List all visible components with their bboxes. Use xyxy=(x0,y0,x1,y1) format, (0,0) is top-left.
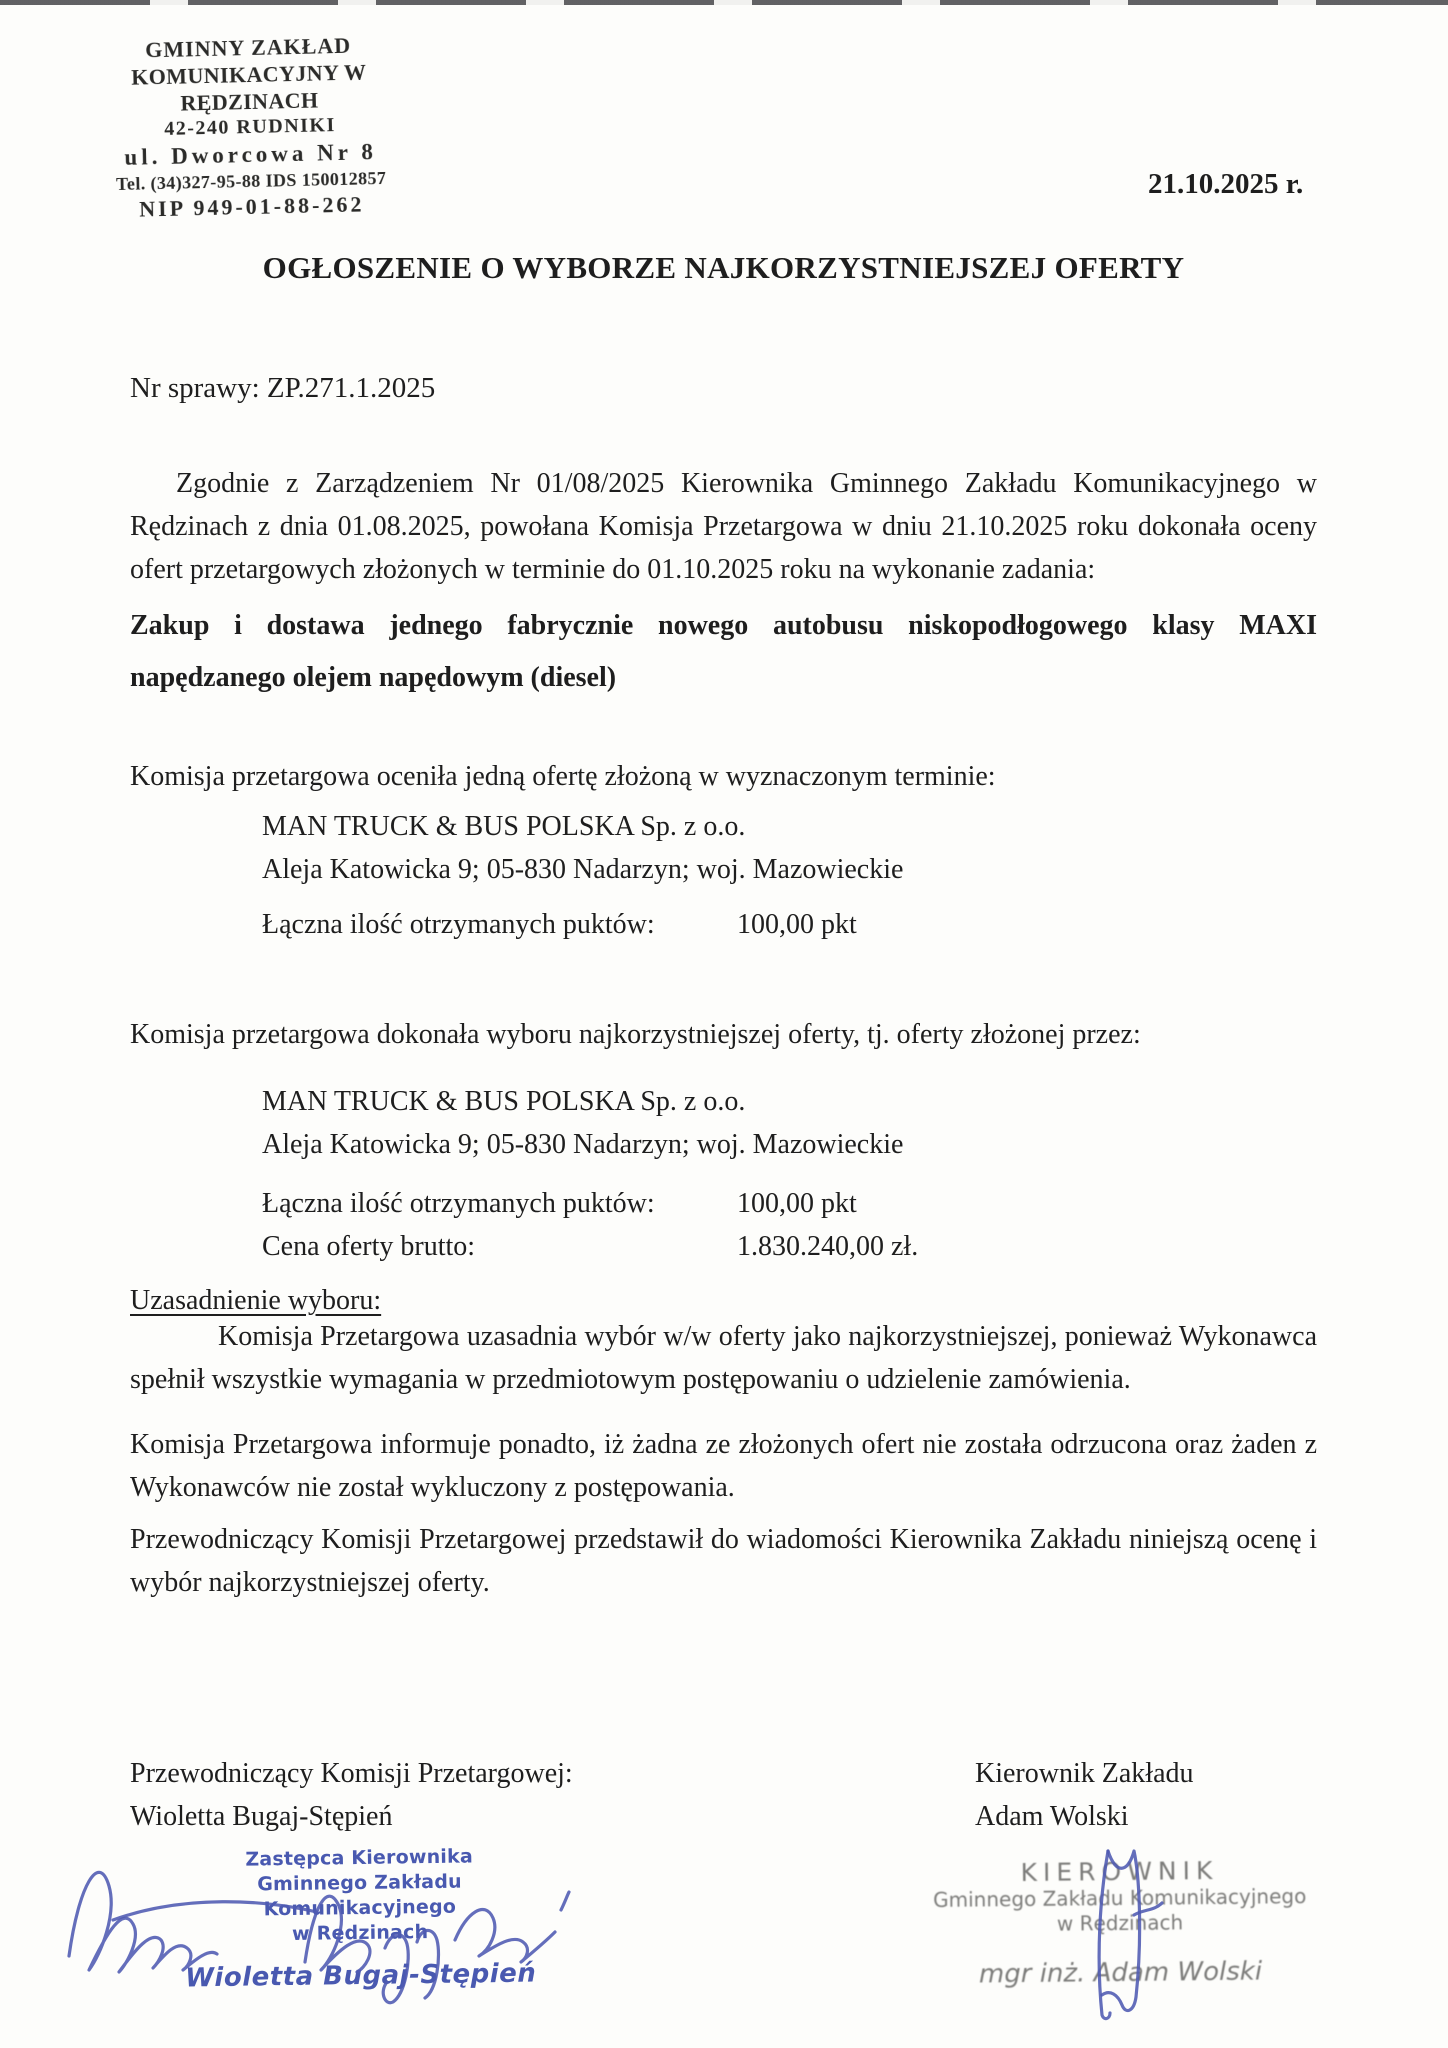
price-value: 1.830.240,00 zł. xyxy=(737,1231,919,1262)
task-line-2: napędzanego olejem napędowym (diesel) xyxy=(130,662,617,693)
offer-block-selected xyxy=(262,1080,1362,1268)
stamp-line: w Rędzinach xyxy=(291,1921,429,1945)
signer-name: Adam Wolski xyxy=(975,1801,1129,1832)
signature-block-manager xyxy=(975,1752,1194,1838)
handwritten-signature-chairwoman xyxy=(55,1836,575,2016)
points-row xyxy=(262,903,1362,946)
evaluated-intro: Komisja przetargowa oceniła jedną ofertę złożoną w wyznaczonym terminie: xyxy=(130,761,996,792)
offer-address: Aleja Katowicka 9; 05-830 Nadarzyn; woj. Mazowieckie xyxy=(262,1129,904,1160)
selection-intro: Komisja przetargowa dokonała wyboru najkorzystniejszej oferty, tj. oferty złożonej przez: xyxy=(130,1019,1141,1050)
stamp-line: w Rędzinach xyxy=(1056,1910,1184,1936)
points-label: Łączna ilość otrzymanych puktów: xyxy=(262,1188,655,1219)
offer-company: MAN TRUCK & BUS POLSKA Sp. z o.o. xyxy=(262,1086,746,1117)
offer-address: Aleja Katowicka 9; 05-830 Nadarzyn; woj. Mazowieckie xyxy=(262,854,904,885)
stamp-line: Gminnego Zakładu Komunikacyjnego xyxy=(257,1870,462,1921)
handwritten-signature-manager xyxy=(1070,1845,1200,2025)
scan-edge-artifact xyxy=(0,0,1448,5)
justification-heading: Uzasadnienie wyboru: xyxy=(130,1285,382,1316)
price-row xyxy=(262,1225,1362,1268)
company-header-stamp xyxy=(78,30,422,224)
price-label: Cena oferty brutto: xyxy=(262,1231,476,1262)
stamp-line: NIP 949-01-88-262 xyxy=(138,191,365,222)
offer-block-evaluated xyxy=(262,805,1362,946)
stamp-line: KIEROWNIK xyxy=(1020,1855,1219,1888)
stamp-line: Zastępca Kierownika xyxy=(245,1845,474,1871)
stamp-line: ul. Dworcowa Nr 8 xyxy=(124,139,378,170)
presentation-paragraph: Przewodniczący Komisji Przetargowej przedstawił do wiadomości Kierownika Zakładu niniejszą ocenę i wybór najkorzystniejszej oferty. xyxy=(130,1524,1317,1598)
justification-paragraph: Komisja Przetargowa uzasadnia wybór w/w oferty jako najkorzystniejszej, ponieważ Wykonawca spełnił wszystkie wymagania w przedmiotowym postępowaniu o udzielenie zamówienia. xyxy=(130,1321,1317,1395)
points-value: 100,00 pkt xyxy=(737,909,857,940)
stamp-line: Tel. (34)327-95-88 IDS 150012857 xyxy=(115,167,387,195)
signature-block-chairwoman xyxy=(130,1752,573,1838)
document-title: OGŁOSZENIE O WYBORZE NAJKORZYSTNIEJSZEJ OFERTY xyxy=(262,250,1185,285)
document-date: 21.10.2025 r. xyxy=(1148,168,1304,200)
stamp-line: Gminnego Zakładu Komunikacyjnego xyxy=(932,1884,1307,1912)
stamp-line: 42-240 RUDNIKI xyxy=(163,114,337,140)
stamp-name: mgr inż. Adam Wolski xyxy=(978,1956,1263,1990)
signer-role: Przewodniczący Komisji Przetargowej: xyxy=(130,1758,573,1789)
stamp-line: KOMUNIKACYJNY W RĘDZINACH xyxy=(130,59,367,116)
case-number: Nr sprawy: ZP.271.1.2025 xyxy=(130,372,436,404)
signer-role: Kierownik Zakładu xyxy=(975,1758,1194,1789)
task-line-1: Zakup i dostawa jednego fabrycznie nowego autobusu niskopodłogowego klasy MAXI xyxy=(130,610,1317,641)
stamp-line: GMINNY ZAKŁAD xyxy=(144,32,352,63)
task-paragraph xyxy=(130,600,1317,704)
offer-company: MAN TRUCK & BUS POLSKA Sp. z o.o. xyxy=(262,811,746,842)
points-value: 100,00 pkt xyxy=(737,1188,857,1219)
points-label: Łączna ilość otrzymanych puktów: xyxy=(262,909,655,940)
no-rejections-paragraph: Komisja Przetargowa informuje ponadto, iż żadna ze złożonych ofert nie została odrzucona oraz żaden z Wykonawców nie został wykluczony z postępowania. xyxy=(130,1429,1317,1503)
points-row xyxy=(262,1182,1362,1225)
stamp-name: Wioletta Bugaj-Stępień xyxy=(185,1958,537,1994)
intro-paragraph: Zgodnie z Zarządzeniem Nr 01/08/2025 Kierownika Gminnego Zakładu Komunikacyjnego w Rędzinach z dnia 01.08.2025, powołana Komisja Przetargowa w dniu 21.10.2025 roku dokonała oceny ofert przetargowych złożonych w terminie do 01.10.2025 roku na wykonanie zadania: xyxy=(130,468,1317,585)
signer-name: Wioletta Bugaj-Stępień xyxy=(130,1801,393,1832)
